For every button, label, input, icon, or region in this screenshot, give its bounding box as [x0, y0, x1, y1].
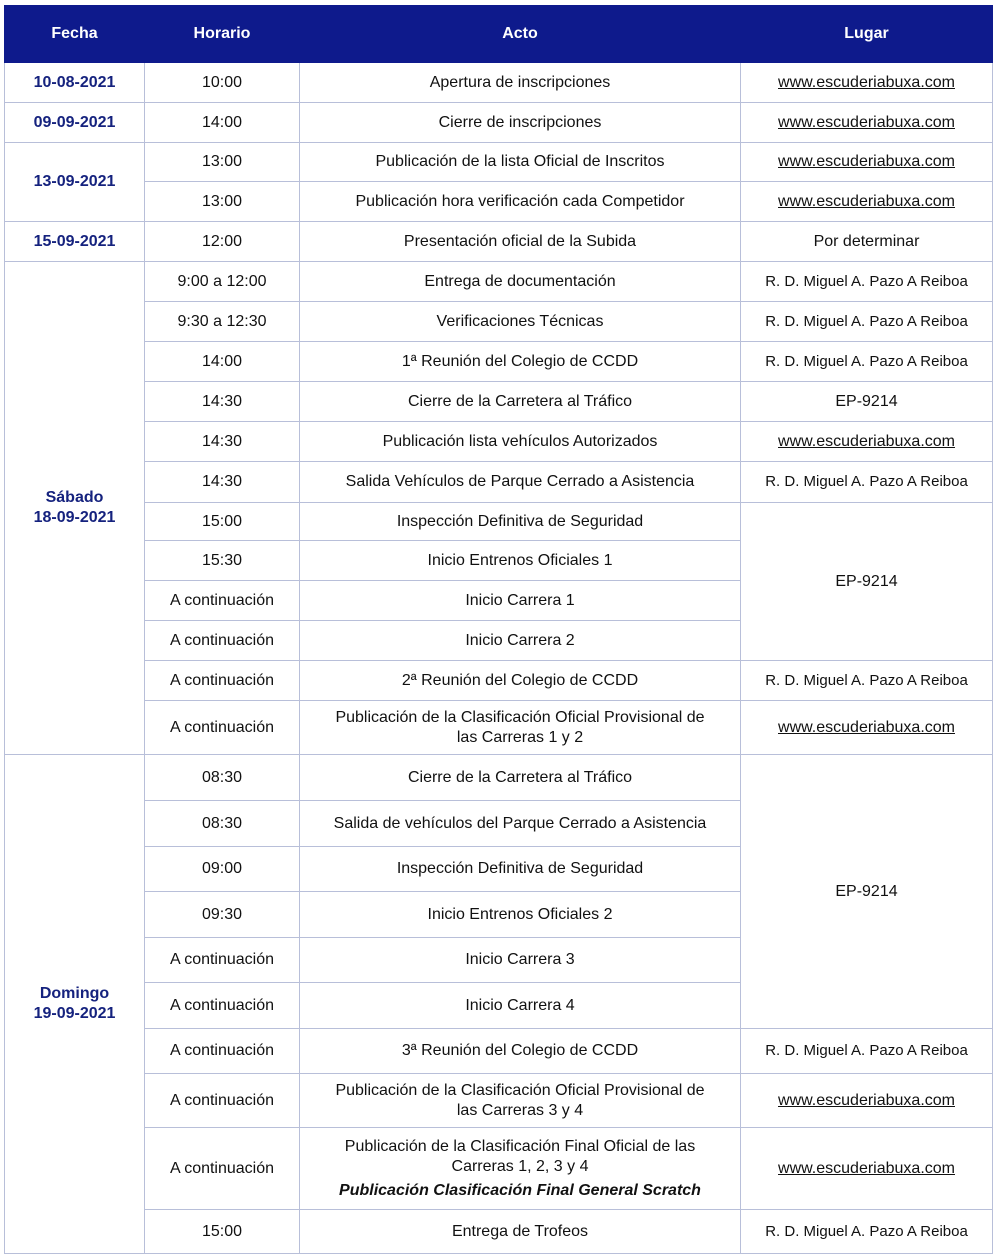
table-row — [5, 701, 993, 755]
place-cell: R. D. Miguel A. Pazo A Reiboa — [741, 262, 993, 302]
time-cell: 14:30 — [145, 462, 300, 503]
place-cell: R. D. Miguel A. Pazo A Reiboa — [741, 1029, 993, 1074]
table-row — [5, 382, 993, 422]
place-cell: R. D. Miguel A. Pazo A Reiboa — [741, 342, 993, 382]
event-line: las Carreras 3 y 4 — [456, 1101, 584, 1119]
time-cell: A continuación — [145, 1128, 300, 1210]
event-line: Publicación de la Clasificación Oficial Provisional de — [335, 1081, 705, 1099]
date-cell: 10-08-2021 — [5, 63, 145, 103]
time-cell: A continuación — [145, 1029, 300, 1074]
time-cell: 14:30 — [145, 382, 300, 422]
event-line-emphasis: Publicación Clasificación Final General Scratch — [339, 1181, 701, 1199]
table-row — [5, 63, 993, 103]
time-cell: 08:30 — [145, 755, 300, 801]
place-cell: R. D. Miguel A. Pazo A Reiboa — [741, 1210, 993, 1254]
time-cell: 14:00 — [145, 103, 300, 143]
place-cell — [741, 1128, 993, 1210]
table-row — [5, 422, 993, 462]
time-cell: A continuación — [145, 938, 300, 983]
event-cell: Inicio Entrenos Oficiales 2 — [300, 892, 741, 938]
place-link[interactable]: www.escuderiabuxa.com — [778, 192, 955, 210]
event-line: Carreras 1, 2, 3 y 4 — [451, 1157, 589, 1175]
place-cell — [741, 63, 993, 103]
time-cell: 10:00 — [145, 63, 300, 103]
event-cell — [300, 701, 741, 755]
date-cell: 15-09-2021 — [5, 222, 145, 262]
event-cell: 3ª Reunión del Colegio de CCDD — [300, 1029, 741, 1074]
place-cell: Por determinar — [741, 222, 993, 262]
time-cell: 15:00 — [145, 1210, 300, 1254]
event-cell: Cierre de la Carretera al Tráfico — [300, 382, 741, 422]
event-line: Publicación de la Clasificación Final Oficial de las — [344, 1137, 696, 1155]
header-row — [5, 6, 993, 63]
table-row — [5, 755, 993, 801]
table-row — [5, 342, 993, 382]
place-cell: R. D. Miguel A. Pazo A Reiboa — [741, 661, 993, 701]
header-acto: Acto — [300, 6, 741, 63]
event-cell: Inicio Carrera 2 — [300, 621, 741, 661]
place-cell — [741, 422, 993, 462]
place-cell: EP-9214 — [741, 382, 993, 422]
place-cell — [741, 701, 993, 755]
time-cell: A continuación — [145, 1074, 300, 1128]
time-cell: A continuación — [145, 983, 300, 1029]
schedule-table — [4, 5, 993, 1254]
event-cell: 2ª Reunión del Colegio de CCDD — [300, 661, 741, 701]
place-cell — [741, 103, 993, 143]
event-cell: Presentación oficial de la Subida — [300, 222, 741, 262]
place-link[interactable]: www.escuderiabuxa.com — [778, 1159, 955, 1177]
date-cell: 13-09-2021 — [5, 143, 145, 222]
table-row — [5, 661, 993, 701]
day-date: 18-09-2021 — [33, 509, 116, 526]
event-cell: Inicio Carrera 4 — [300, 983, 741, 1029]
place-link[interactable]: www.escuderiabuxa.com — [778, 113, 955, 131]
day-date: 19-09-2021 — [33, 1005, 116, 1022]
table-row — [5, 222, 993, 262]
place-cell: EP-9214 — [741, 755, 993, 1029]
event-cell: Inspección Definitiva de Seguridad — [300, 847, 741, 892]
time-cell: 09:30 — [145, 892, 300, 938]
event-line: Publicación de la Clasificación Oficial Provisional de — [335, 708, 705, 726]
place-link[interactable]: www.escuderiabuxa.com — [778, 1091, 955, 1109]
header-lugar: Lugar — [741, 6, 993, 63]
table-row — [5, 103, 993, 143]
table-row — [5, 1074, 993, 1128]
day-name: Domingo — [39, 985, 110, 1002]
time-cell: 15:30 — [145, 541, 300, 581]
place-cell — [741, 182, 993, 222]
table-row — [5, 143, 993, 182]
table-row — [5, 1128, 993, 1210]
place-link[interactable]: www.escuderiabuxa.com — [778, 73, 955, 91]
date-cell — [5, 262, 145, 755]
place-cell: EP-9214 — [741, 503, 993, 661]
time-cell: 15:00 — [145, 503, 300, 541]
time-cell: 9:00 a 12:00 — [145, 262, 300, 302]
time-cell: 14:00 — [145, 342, 300, 382]
time-cell: 9:30 a 12:30 — [145, 302, 300, 342]
table-row — [5, 1210, 993, 1254]
event-cell: Inicio Carrera 1 — [300, 581, 741, 621]
event-cell — [300, 1074, 741, 1128]
time-cell: A continuación — [145, 621, 300, 661]
time-cell: 13:00 — [145, 143, 300, 182]
event-cell: Salida Vehículos de Parque Cerrado a Asistencia — [300, 462, 741, 503]
event-cell: Publicación lista vehículos Autorizados — [300, 422, 741, 462]
event-cell: Inspección Definitiva de Seguridad — [300, 503, 741, 541]
place-link[interactable]: www.escuderiabuxa.com — [778, 432, 955, 450]
place-cell: R. D. Miguel A. Pazo A Reiboa — [741, 302, 993, 342]
time-cell: 13:00 — [145, 182, 300, 222]
time-cell: 12:00 — [145, 222, 300, 262]
time-cell: A continuación — [145, 661, 300, 701]
header-horario: Horario — [145, 6, 300, 63]
place-cell: R. D. Miguel A. Pazo A Reiboa — [741, 462, 993, 503]
table-row — [5, 182, 993, 222]
event-cell: Cierre de la Carretera al Tráfico — [300, 755, 741, 801]
time-cell: 09:00 — [145, 847, 300, 892]
date-cell — [5, 755, 145, 1254]
event-cell: Verificaciones Técnicas — [300, 302, 741, 342]
time-cell: A continuación — [145, 581, 300, 621]
table-row — [5, 503, 993, 541]
event-line: las Carreras 1 y 2 — [456, 728, 584, 746]
header-fecha: Fecha — [5, 6, 145, 63]
event-cell: Inicio Carrera 3 — [300, 938, 741, 983]
event-cell: Publicación hora verificación cada Competidor — [300, 182, 741, 222]
place-cell — [741, 1074, 993, 1128]
table-row — [5, 262, 993, 302]
event-cell: 1ª Reunión del Colegio de CCDD — [300, 342, 741, 382]
table-row — [5, 1029, 993, 1074]
place-link[interactable]: www.escuderiabuxa.com — [778, 718, 955, 736]
time-cell: 14:30 — [145, 422, 300, 462]
event-cell — [300, 1128, 741, 1210]
table-row — [5, 302, 993, 342]
event-cell: Cierre de inscripciones — [300, 103, 741, 143]
event-cell: Entrega de documentación — [300, 262, 741, 302]
table-row — [5, 462, 993, 503]
place-cell — [741, 143, 993, 182]
event-cell: Inicio Entrenos Oficiales 1 — [300, 541, 741, 581]
day-name: Sábado — [45, 489, 104, 506]
event-cell: Entrega de Trofeos — [300, 1210, 741, 1254]
event-cell: Publicación de la lista Oficial de Inscritos — [300, 143, 741, 182]
event-cell: Apertura de inscripciones — [300, 63, 741, 103]
place-link[interactable]: www.escuderiabuxa.com — [778, 153, 955, 170]
event-cell: Salida de vehículos del Parque Cerrado a Asistencia — [300, 801, 741, 847]
time-cell: 08:30 — [145, 801, 300, 847]
time-cell: A continuación — [145, 701, 300, 755]
date-cell: 09-09-2021 — [5, 103, 145, 143]
